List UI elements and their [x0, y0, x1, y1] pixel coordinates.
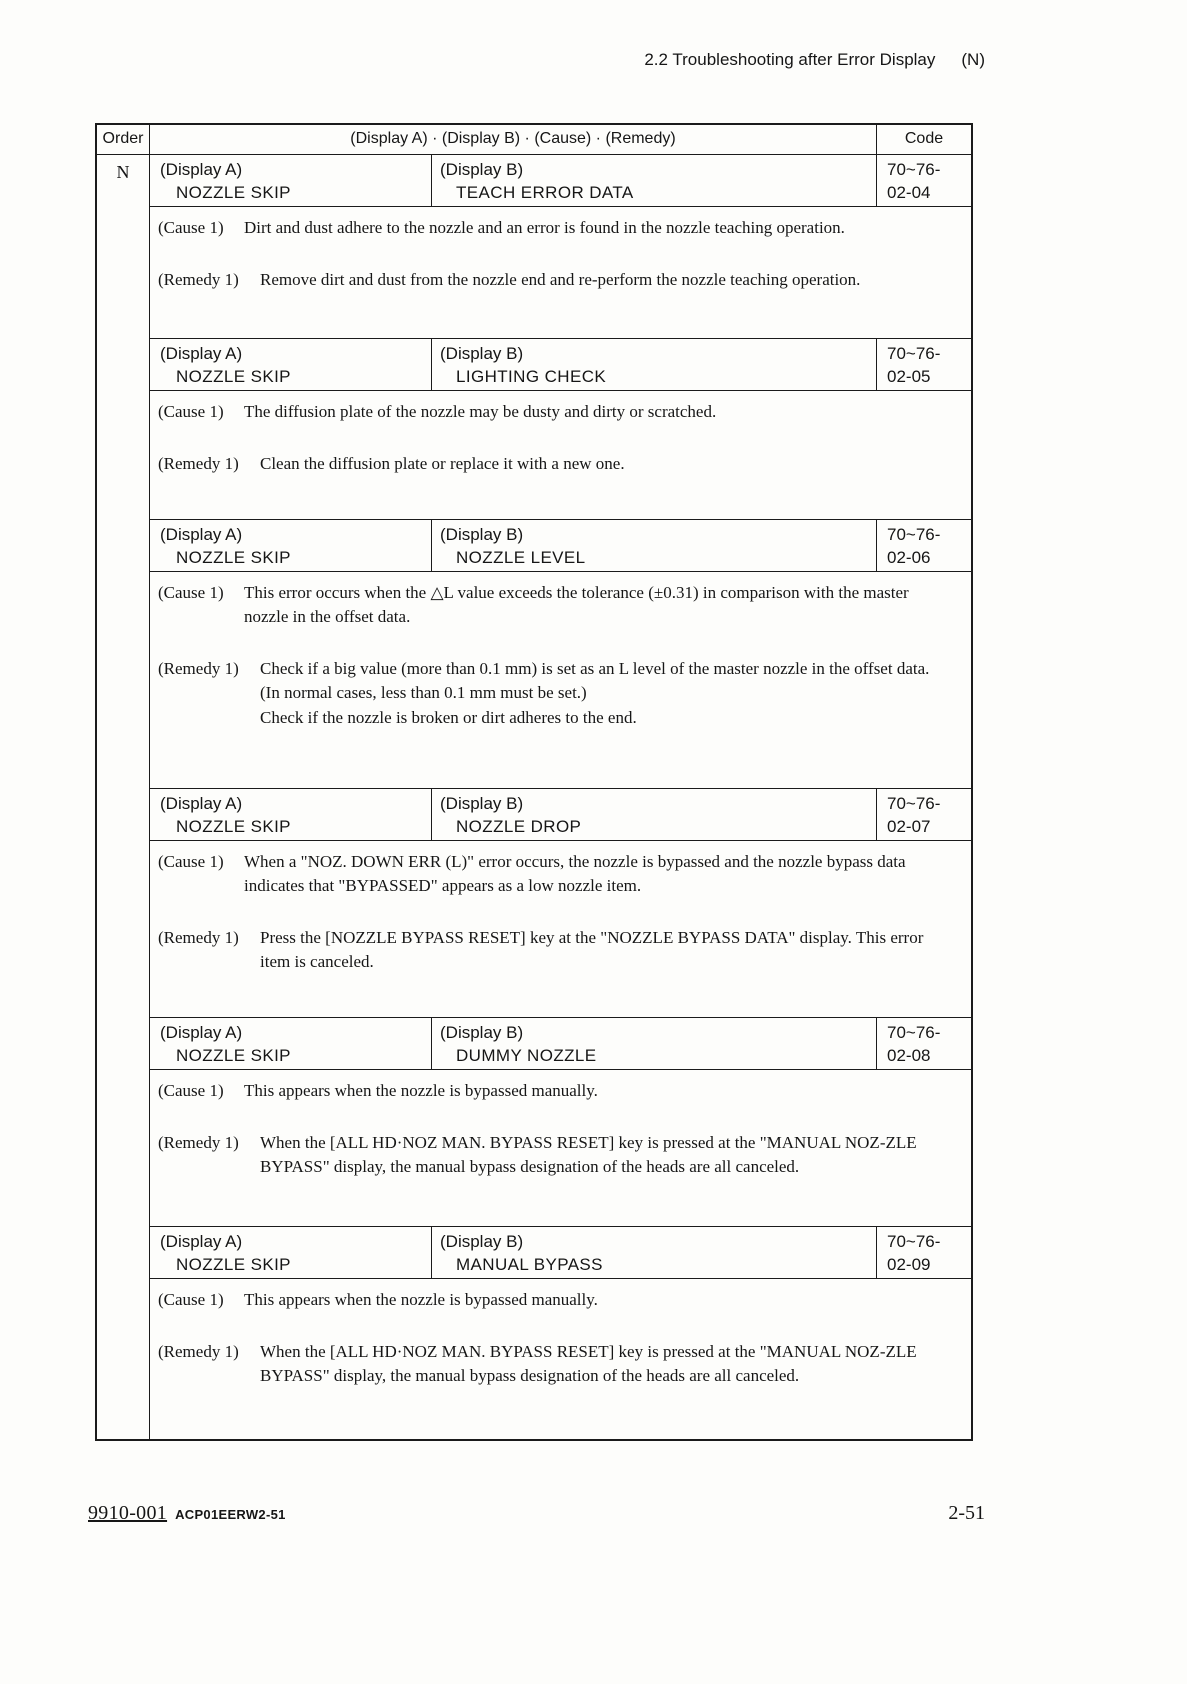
entries [150, 155, 971, 1439]
display-a-cell [150, 339, 432, 390]
remedy-paragraph [158, 1131, 957, 1179]
cause-text: This error occurs when the △L value exceeds the tolerance (±0.31) in comparison with the master nozzle in the offset data. [244, 583, 909, 627]
error-code-range: 70~76- [887, 794, 941, 813]
display-b-label: (Display B) [440, 344, 524, 363]
section-title: 2.2 Troubleshooting after Error Display [644, 50, 936, 69]
display-a-value: NOZZLE SKIP [176, 367, 291, 386]
display-b-cell [432, 1227, 876, 1278]
remedy-paragraph [158, 926, 957, 974]
display-a-label: (Display A) [160, 344, 243, 363]
remedy-text: Press the [NOZZLE BYPASS RESET] key at the "NOZZLE BYPASS DATA" display. This error item is canceled. [260, 928, 924, 972]
cause-paragraph [158, 400, 957, 424]
cause-text: This appears when the nozzle is bypassed manually. [244, 1290, 598, 1309]
error-code-cell [876, 155, 971, 206]
remedy-text: Check if a big value (more than 0.1 mm) is set as an L level of the master nozzle in the offset data. (In normal cases, less than 0.1 mm must be set.) Check if the nozzle is broken or dirt adheres to the end. [260, 659, 930, 727]
order-column [97, 155, 150, 1439]
error-code-range: 70~76- [887, 344, 941, 363]
display-a-cell [150, 520, 432, 571]
remedy-paragraph [158, 657, 957, 729]
display-a-value: NOZZLE SKIP [176, 548, 291, 567]
display-b-cell [432, 520, 876, 571]
remedy-label: (Remedy 1) [158, 1133, 239, 1153]
cause-text: The diffusion plate of the nozzle may be dusty and dirty or scratched. [244, 402, 717, 421]
remedy-text: Clean the diffusion plate or replace it with a new one. [260, 454, 625, 474]
cause-paragraph [158, 1288, 957, 1312]
error-entry [150, 519, 971, 788]
page-header [644, 50, 985, 70]
display-b-label: (Display B) [440, 525, 524, 544]
cause-label: (Cause 1) [158, 218, 224, 237]
error-code-number: 02-08 [887, 1046, 931, 1065]
cause-paragraph [158, 850, 957, 898]
display-a-value: NOZZLE SKIP [176, 817, 291, 836]
entry-header-row [150, 520, 971, 572]
error-code-cell [876, 339, 971, 390]
error-code-cell [876, 1018, 971, 1069]
entry-body [150, 841, 971, 1017]
display-b-label: (Display B) [440, 1023, 524, 1042]
cause-paragraph [158, 216, 957, 240]
footer-left [88, 1502, 286, 1525]
error-code-cell [876, 520, 971, 571]
remedy-text: When the [ALL HD·NOZ MAN. BYPASS RESET] key is pressed at the "MANUAL NOZ-ZLE BYPASS" display, the manual bypass designation of the heads are all canceled. [260, 1342, 917, 1386]
entry-body [150, 1279, 971, 1439]
display-b-cell [432, 155, 876, 206]
cause-text: When a "NOZ. DOWN ERR (L)" error occurs, the nozzle is bypassed and the nozzle bypass data indicates that "BYPASSED" appears as a low nozzle item. [244, 852, 906, 896]
error-code-range: 70~76- [887, 1232, 941, 1251]
section-suffix: (N) [961, 50, 985, 69]
display-a-value: NOZZLE SKIP [176, 183, 291, 202]
code-column-header: Code [876, 125, 971, 154]
entry-header-row [150, 339, 971, 391]
display-b-label: (Display B) [440, 1232, 524, 1251]
display-b-cell [432, 339, 876, 390]
error-entry [150, 338, 971, 519]
cause-label: (Cause 1) [158, 402, 224, 421]
cause-paragraph [158, 1079, 957, 1103]
display-a-cell [150, 155, 432, 206]
remedy-paragraph [158, 452, 957, 476]
display-b-value: NOZZLE DROP [456, 817, 582, 836]
display-b-label: (Display B) [440, 160, 524, 179]
display-b-value: NOZZLE LEVEL [456, 548, 586, 567]
error-code-number: 02-09 [887, 1255, 931, 1274]
entry-header-row [150, 1227, 971, 1279]
remedy-label: (Remedy 1) [158, 270, 239, 290]
remedy-paragraph [158, 268, 957, 292]
error-code-cell [876, 1227, 971, 1278]
error-entry [150, 1017, 971, 1226]
remedy-text: When the [ALL HD·NOZ MAN. BYPASS RESET] key is pressed at the "MANUAL NOZ-ZLE BYPASS" display, the manual bypass designation of the heads are all canceled. [260, 1133, 917, 1177]
remedy-label: (Remedy 1) [158, 659, 239, 679]
entry-header-row [150, 1018, 971, 1070]
display-a-cell [150, 1018, 432, 1069]
cause-label: (Cause 1) [158, 1081, 224, 1100]
display-b-value: LIGHTING CHECK [456, 367, 607, 386]
page-number: 2-51 [948, 1502, 985, 1524]
display-b-cell [432, 1018, 876, 1069]
display-a-label: (Display A) [160, 1023, 243, 1042]
error-entry [150, 788, 971, 1017]
cause-label: (Cause 1) [158, 583, 224, 602]
error-code-number: 02-05 [887, 367, 931, 386]
display-a-label: (Display A) [160, 160, 243, 179]
display-b-value: DUMMY NOZZLE [456, 1046, 597, 1065]
error-code-number: 02-06 [887, 548, 931, 567]
display-a-label: (Display A) [160, 525, 243, 544]
error-entry [150, 1226, 971, 1439]
error-code-number: 02-07 [887, 817, 931, 836]
entry-body [150, 572, 971, 788]
error-code-cell [876, 789, 971, 840]
entry-body [150, 391, 971, 519]
order-column-header: Order [97, 125, 150, 154]
main-column-header: (Display A) · (Display B) · (Cause) · (Remedy) [350, 130, 676, 147]
page-footer [88, 1502, 985, 1525]
cause-text: Dirt and dust adhere to the nozzle and an error is found in the nozzle teaching operation. [244, 218, 845, 237]
remedy-label: (Remedy 1) [158, 1342, 239, 1362]
document-subcode: ACP01EERW2-51 [175, 1507, 286, 1522]
table-header-row [97, 125, 971, 155]
cause-label: (Cause 1) [158, 852, 224, 871]
error-code-range: 70~76- [887, 160, 941, 179]
entry-header-row [150, 155, 971, 207]
remedy-text: Remove dirt and dust from the nozzle end and re-perform the nozzle teaching operation. [260, 270, 861, 290]
entry-header-row [150, 789, 971, 841]
cause-text: This appears when the nozzle is bypassed manually. [244, 1081, 598, 1100]
display-a-cell [150, 789, 432, 840]
document-code: 9910-001 [88, 1502, 168, 1524]
error-entry [150, 155, 971, 338]
order-value: N [116, 162, 130, 182]
remedy-label: (Remedy 1) [158, 928, 239, 948]
display-b-value: TEACH ERROR DATA [456, 183, 634, 202]
cause-paragraph [158, 581, 957, 629]
remedy-label: (Remedy 1) [158, 454, 239, 474]
display-b-value: MANUAL BYPASS [456, 1255, 603, 1274]
display-a-label: (Display A) [160, 794, 243, 813]
display-b-label: (Display B) [440, 794, 524, 813]
cause-label: (Cause 1) [158, 1290, 224, 1309]
display-a-value: NOZZLE SKIP [176, 1255, 291, 1274]
troubleshooting-table [95, 123, 973, 1441]
entry-body [150, 1070, 971, 1226]
error-code-range: 70~76- [887, 1023, 941, 1042]
table-body [97, 155, 971, 1439]
display-a-label: (Display A) [160, 1232, 243, 1251]
error-code-number: 02-04 [887, 183, 931, 202]
error-code-range: 70~76- [887, 525, 941, 544]
display-a-cell [150, 1227, 432, 1278]
remedy-paragraph [158, 1340, 957, 1388]
entry-body [150, 207, 971, 338]
display-a-value: NOZZLE SKIP [176, 1046, 291, 1065]
display-b-cell [432, 789, 876, 840]
